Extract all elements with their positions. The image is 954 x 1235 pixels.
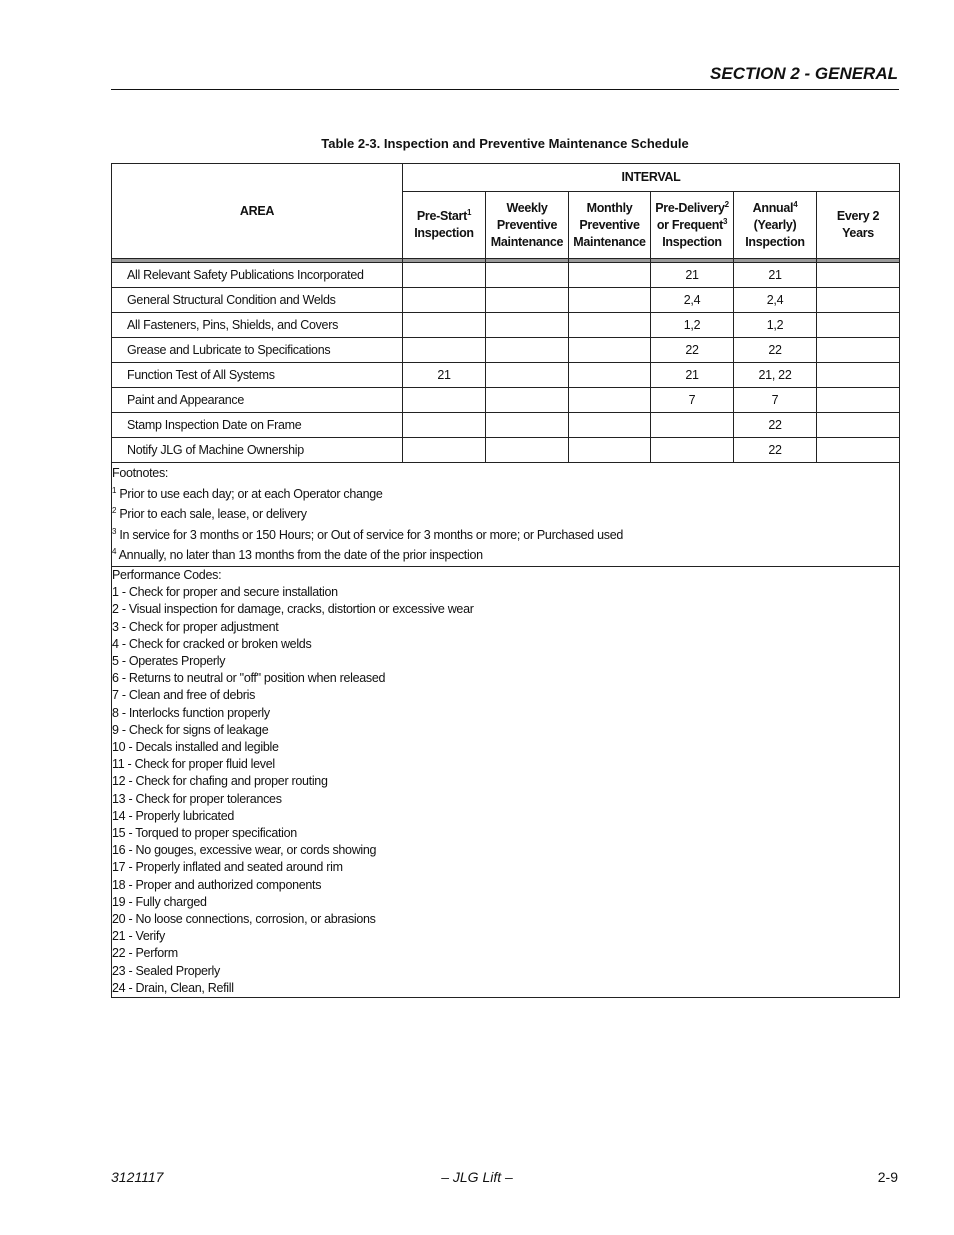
table-cell: 2,4 (734, 288, 817, 313)
performance-code: 2 - Visual inspection for damage, cracks, distortion or excessive wear (112, 602, 474, 617)
table-cell: 21 (651, 363, 734, 388)
table-cell (403, 313, 486, 338)
table-cell (569, 338, 651, 363)
table-cell: 1,2 (651, 313, 734, 338)
table-row (112, 413, 900, 438)
table-cell: 22 (734, 438, 817, 463)
performance-code: 13 - Check for proper tolerances (112, 791, 282, 806)
table-row (112, 438, 900, 463)
footnote: $^2$ Prior to each sale, lease, or delivery (112, 506, 307, 522)
area-cell: Grease and Lubricate to Specifications (112, 338, 403, 363)
performance-code: 9 - Check for signs of leakage (112, 722, 269, 737)
table-cell (569, 388, 651, 413)
table-cell: 7 (734, 388, 817, 413)
table-cell: 22 (734, 338, 817, 363)
performance-code: 5 - Operates Properly (112, 653, 226, 668)
table-cell (486, 438, 569, 463)
table-cell (817, 363, 900, 388)
table-row (112, 388, 900, 413)
table-cell (817, 288, 900, 313)
table-cell (486, 388, 569, 413)
table-cell (817, 413, 900, 438)
performance-code: 7 - Clean and free of debris (112, 688, 256, 703)
table-cell: 22 (651, 338, 734, 363)
table-cell (817, 263, 900, 288)
performance-code: 20 - No loose connections, corrosion, or abrasions (112, 912, 376, 927)
performance-codes-block (112, 566, 900, 997)
performance-code: 8 - Interlocks function properly (112, 705, 270, 720)
performance-code: 19 - Fully charged (112, 894, 207, 909)
table-cell: 2,4 (651, 288, 734, 313)
footnote: $^1$ Prior to use each day; or at each Operator change (112, 485, 383, 501)
column-header-pre-delivery: Pre-Delivery$^2$ or Frequent$^3$ Inspection (651, 192, 734, 259)
footnotes-block (112, 463, 900, 567)
table-cell (569, 288, 651, 313)
footnote: $^4$ Annually, no later than 13 months from the date of the prior inspection (112, 547, 483, 563)
table-cell (651, 438, 734, 463)
performance-code: 23 - Sealed Properly (112, 963, 220, 978)
performance-code: 3 - Check for proper adjustment (112, 619, 279, 634)
table-cell (817, 338, 900, 363)
table-cell: 21, 22 (734, 363, 817, 388)
performance-code: 24 - Drain, Clean, Refill (112, 980, 234, 995)
table-cell: 21 (734, 263, 817, 288)
column-header-weekly: Weekly Preventive Maintenance (486, 192, 569, 259)
table-row (112, 363, 900, 388)
footnotes-heading: Footnotes: (112, 466, 169, 480)
footer-brand: – JLG Lift – (441, 1169, 513, 1185)
area-cell: All Relevant Safety Publications Incorporated (112, 263, 403, 288)
table-cell (569, 263, 651, 288)
footnote: $^3$ In service for 3 months or 150 Hours; or Out of service for 3 months or more; or Purchased used (112, 526, 624, 542)
performance-code: 12 - Check for chafing and proper routing (112, 774, 328, 789)
table-cell: 1,2 (734, 313, 817, 338)
area-cell: Paint and Appearance (112, 388, 403, 413)
table-cell (403, 263, 486, 288)
table-cell (486, 363, 569, 388)
performance-codes-heading: Performance Codes: (112, 567, 222, 582)
area-cell: General Structural Condition and Welds (112, 288, 403, 313)
area-cell: Stamp Inspection Date on Frame (112, 413, 403, 438)
table-cell (486, 338, 569, 363)
document-number: 3121117 (111, 1169, 164, 1185)
column-header-every-2-years: Every 2 Years (817, 192, 900, 259)
page-number: 2-9 (877, 1169, 898, 1185)
table-title: Table 2-3. Inspection and Preventive Maintenance Schedule (321, 136, 689, 151)
performance-code: 10 - Decals installed and legible (112, 740, 279, 754)
maintenance-schedule-table (111, 163, 900, 998)
section-header: SECTION 2 - GENERAL (710, 64, 898, 83)
table-row (112, 288, 900, 313)
performance-code: 4 - Check for cracked or broken welds (112, 636, 312, 651)
column-header-pre-start: Pre-Start$^1$ Inspection (403, 192, 486, 259)
area-cell: Notify JLG of Machine Ownership (112, 438, 403, 463)
table-cell (403, 288, 486, 313)
area-header: AREA (112, 164, 403, 259)
table-cell: 22 (734, 413, 817, 438)
table-cell (817, 313, 900, 338)
performance-code: 15 - Torqued to proper specification (112, 826, 297, 841)
performance-code: 11 - Check for proper fluid level (112, 757, 275, 772)
column-header-monthly: Monthly Preventive Maintenance (569, 192, 651, 259)
table-cell (403, 413, 486, 438)
table-cell: 21 (651, 263, 734, 288)
table-cell (403, 338, 486, 363)
table-cell (486, 263, 569, 288)
table-row (112, 338, 900, 363)
performance-code: 6 - Returns to neutral or "off" position when released (112, 671, 386, 686)
table-cell (486, 313, 569, 338)
performance-code: 18 - Proper and authorized components (112, 877, 322, 892)
area-cell: All Fasteners, Pins, Shields, and Covers (112, 313, 403, 338)
interval-header: INTERVAL (403, 164, 900, 192)
area-cell: Function Test of All Systems (112, 363, 403, 388)
table-cell (403, 438, 486, 463)
table-cell: 7 (651, 388, 734, 413)
table-cell (817, 438, 900, 463)
table-cell: 21 (403, 363, 486, 388)
performance-code: 16 - No gouges, excessive wear, or cords showing (112, 843, 377, 858)
table-cell (569, 363, 651, 388)
performance-code: 1 - Check for proper and secure installation (112, 585, 338, 600)
performance-code: 17 - Properly inflated and seated around rim (112, 860, 343, 875)
table-row (112, 263, 900, 288)
table-cell (569, 438, 651, 463)
column-header-annual: Annual$^4$ (Yearly) Inspection (734, 192, 817, 259)
table-cell (651, 413, 734, 438)
table-cell (486, 288, 569, 313)
table-cell (486, 413, 569, 438)
performance-code: 21 - Verify (112, 929, 165, 944)
header-rule (111, 89, 899, 90)
table-cell (569, 313, 651, 338)
performance-code: 14 - Properly lubricated (112, 808, 235, 823)
table-cell (817, 388, 900, 413)
performance-code: 22 - Perform (112, 946, 178, 961)
table-row (112, 313, 900, 338)
table-cell (569, 413, 651, 438)
table-cell (403, 388, 486, 413)
